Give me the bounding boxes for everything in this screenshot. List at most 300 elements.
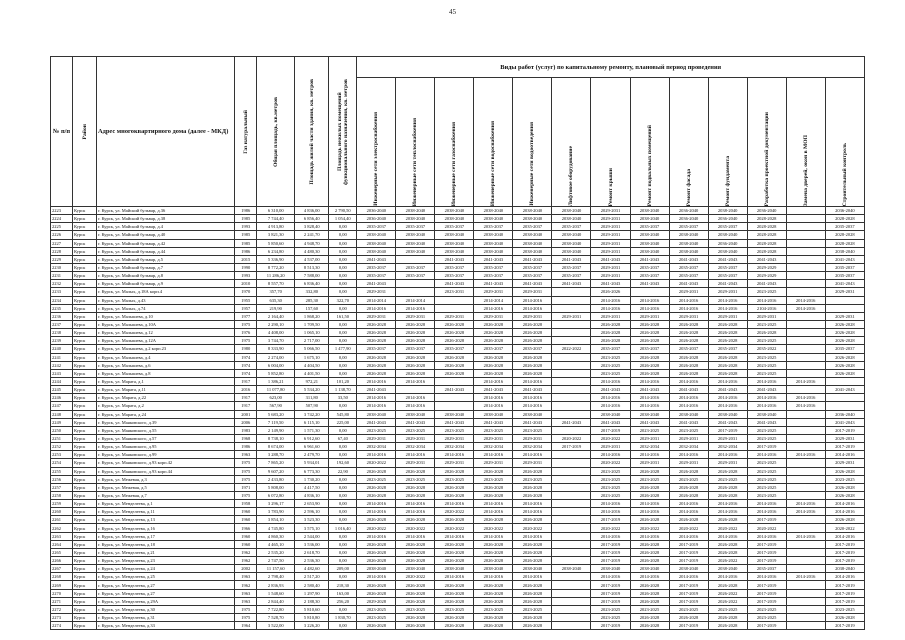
row-work-period <box>786 548 825 556</box>
row-work-period: 2029-2031 <box>474 434 513 442</box>
row-work-period: 2035-2037 <box>552 263 591 271</box>
row-work-period: 2038-2040 <box>825 565 864 573</box>
row-work-period <box>786 255 825 263</box>
row-work-period: 2017-2019 <box>747 540 786 548</box>
row-number: 2267 <box>51 565 73 573</box>
row-work-period <box>825 377 864 385</box>
row-work-period: 2026-2022 <box>708 589 747 597</box>
row-gas: 1980 <box>235 345 257 353</box>
row-gas: 1960 <box>235 516 257 524</box>
row-address: г. Курск, ул. Менделеева, д.23 <box>97 557 235 565</box>
row-work-period: 2023-2031 <box>435 288 474 296</box>
row-work-period: 2014-2016 <box>396 532 435 540</box>
row-work-period: 2017-2019 <box>825 540 864 548</box>
row-work-period: 2014-2016 <box>747 573 786 581</box>
row-work-period: 2026-2028 <box>357 581 396 589</box>
row-district: Курск <box>73 247 97 255</box>
row-gas: 1974 <box>235 361 257 369</box>
row-work-period: 2036-2040 <box>708 239 747 247</box>
row-work-period <box>786 614 825 622</box>
row-nonliving-area: 545,80 <box>329 410 357 418</box>
row-district: Курск <box>73 337 97 345</box>
row-nonliving-area: 0,00 <box>329 605 357 613</box>
row-work-period: 2041-2043 <box>747 255 786 263</box>
row-work-period: 2029-2031 <box>825 459 864 467</box>
row-work-period: 2041-2043 <box>669 386 708 394</box>
row-work-period <box>786 247 825 255</box>
row-total-area: 3 288,70 <box>257 451 295 459</box>
row-nonliving-area: 0,00 <box>329 361 357 369</box>
row-address: г. Курск, ул. Маяковского, д.39 <box>97 418 235 426</box>
row-work-period: 2014-2016 <box>669 377 708 385</box>
row-work-period: 2023-2025 <box>474 475 513 483</box>
row-work-period: 2026-2028 <box>357 369 396 377</box>
row-work-period <box>825 394 864 402</box>
row-gas: 1966 <box>235 524 257 532</box>
row-work-period: 2026-2028 <box>630 589 669 597</box>
row-work-period: 2014-2016 <box>474 402 513 410</box>
row-work-period: 2026-2028 <box>435 540 474 548</box>
row-work-period: 2041-2043 <box>630 386 669 394</box>
row-work-period: 2026-2028 <box>513 540 552 548</box>
row-work-period: 2014-2016 <box>591 296 630 304</box>
row-work-period: 2026-2028 <box>396 320 435 328</box>
table-row <box>51 280 865 288</box>
row-work-period: 2026-2028 <box>708 467 747 475</box>
row-work-period <box>786 622 825 630</box>
row-district: Курск <box>73 394 97 402</box>
row-nonliving-area: 0,00 <box>329 532 357 540</box>
table-row <box>51 288 865 296</box>
row-address: г. Курск, ул. Менделеева, д.18 <box>97 540 235 548</box>
row-work-period <box>552 377 591 385</box>
table-row <box>51 597 865 605</box>
row-work-period <box>552 500 591 508</box>
row-work-period: 2035-2037 <box>825 345 864 353</box>
row-work-period: 2041-2043 <box>513 386 552 394</box>
row-work-period: 2026-2028 <box>435 491 474 499</box>
row-work-period: 2014-2016 <box>669 532 708 540</box>
row-work-period: 2023-2025 <box>747 288 786 296</box>
row-work-period <box>552 296 591 304</box>
row-total-area: 8 557,70 <box>257 280 295 288</box>
row-work-period <box>825 402 864 410</box>
row-work-period: 2026-2028 <box>474 320 513 328</box>
row-work-period: 2036-2040 <box>747 207 786 215</box>
row-work-period: 2038-2040 <box>435 565 474 573</box>
row-number: 2252 <box>51 443 73 451</box>
row-work-period <box>435 296 474 304</box>
row-total-area: 3 854,10 <box>257 516 295 524</box>
row-work-period: 2041-2043 <box>669 255 708 263</box>
row-work-period <box>786 418 825 426</box>
row-work-period <box>825 304 864 312</box>
row-living-area: 332,80 <box>295 288 329 296</box>
row-living-area: 4 482,60 <box>295 565 329 573</box>
row-work-period: 2038-2040 <box>591 565 630 573</box>
row-living-area: 5 810,60 <box>295 605 329 613</box>
row-address: г. Курск, ул. Малышева, д.6 <box>97 361 235 369</box>
row-district: Курск <box>73 565 97 573</box>
row-work-period: 2029-2031 <box>669 312 708 320</box>
row-work-period: 2026-2028 <box>708 516 747 524</box>
row-work-period: 2026-2028 <box>630 622 669 630</box>
row-work-period: 2014-2016 <box>747 402 786 410</box>
row-work-period: 2014-2014 <box>396 296 435 304</box>
row-work-period: 2026-2028 <box>396 329 435 337</box>
row-work-period: 2028-2028 <box>747 215 786 223</box>
row-work-period: 2026-2028 <box>357 320 396 328</box>
row-work-period: 2014-2016 <box>786 296 825 304</box>
row-work-period: 2036-2040 <box>669 207 708 215</box>
row-work-period: 2026-2028 <box>357 337 396 345</box>
row-district: Курск <box>73 369 97 377</box>
row-work-period: 2014-2016 <box>630 500 669 508</box>
row-work-period: 2038-2040 <box>435 247 474 255</box>
row-work-period: 2026-2028 <box>825 516 864 524</box>
table-row <box>51 377 865 385</box>
row-living-area: 2 580,40 <box>295 581 329 589</box>
row-living-area: 3 575,10 <box>295 524 329 532</box>
table-row <box>51 573 865 581</box>
table-row <box>51 345 865 353</box>
table-row <box>51 483 865 491</box>
table-row <box>51 329 865 337</box>
row-work-period: 2026-2022 <box>708 597 747 605</box>
row-nonliving-area: 0,00 <box>329 231 357 239</box>
row-work-period: 2038-2040 <box>396 247 435 255</box>
row-number: 2251 <box>51 434 73 442</box>
row-total-area: 2 274,00 <box>257 353 295 361</box>
row-nonliving-area: 0,00 <box>329 622 357 630</box>
row-work-period <box>786 272 825 280</box>
table-row <box>51 255 865 263</box>
table-row <box>51 410 865 418</box>
row-living-area: 2 188,30 <box>295 597 329 605</box>
row-number: 2239 <box>51 337 73 345</box>
row-nonliving-area: 0,00 <box>329 475 357 483</box>
row-work-period: 2036-2040 <box>825 207 864 215</box>
row-work-period: 2038-2040 <box>747 410 786 418</box>
row-total-area: 2 798,40 <box>257 573 295 581</box>
row-district: Курск <box>73 605 97 613</box>
row-work-period: 2014-2014 <box>357 296 396 304</box>
row-work-period: 2038-2040 <box>474 239 513 247</box>
row-work-period: 2038-2040 <box>435 231 474 239</box>
row-district: Курск <box>73 402 97 410</box>
row-work-period: 2035-2037 <box>591 345 630 353</box>
header-work-4: Инженерные сети водоотведения <box>513 78 552 207</box>
row-nonliving-area: 33,50 <box>329 394 357 402</box>
row-work-period: 2029-2031 <box>474 312 513 320</box>
header-work-8: Ремонт фасада <box>669 78 708 207</box>
row-work-period: 2017-2019 <box>669 581 708 589</box>
row-work-period: 2014-2016 <box>474 532 513 540</box>
header-works-title: Виды работ (услуг) по капитальному ремонту, плановый период проведения <box>357 57 865 78</box>
row-work-period: 2038-2040 <box>630 410 669 418</box>
row-work-period: 2035-2037 <box>357 223 396 231</box>
row-work-period: 2026-2028 <box>474 491 513 499</box>
row-gas: 1960 <box>235 540 257 548</box>
row-work-period: 2038-2040 <box>357 231 396 239</box>
row-work-period: 2029-2031 <box>357 312 396 320</box>
row-work-period: 2023-2025 <box>747 467 786 475</box>
row-total-area: 623,00 <box>257 394 295 402</box>
row-living-area: 2 618,70 <box>295 548 329 556</box>
row-work-period: 2035-2037 <box>357 263 396 271</box>
row-gas: 1976 <box>235 329 257 337</box>
row-work-period: 2029-2031 <box>435 459 474 467</box>
row-work-period: 2014-2016 <box>396 377 435 385</box>
row-work-period <box>786 410 825 418</box>
row-district: Курск <box>73 320 97 328</box>
row-work-period: 2029-2031 <box>435 434 474 442</box>
row-work-period: 2041-2043 <box>513 418 552 426</box>
table-row <box>51 312 865 320</box>
row-address: г. Курск, ул. Менделеева, д.21 <box>97 548 235 556</box>
row-work-period: 2020-2022 <box>513 524 552 532</box>
row-work-period: 2020-2022 <box>552 434 591 442</box>
row-number: 2242 <box>51 361 73 369</box>
row-total-area: 6 234,80 <box>257 247 295 255</box>
row-nonliving-area: 1 016,40 <box>329 524 357 532</box>
table-row <box>51 500 865 508</box>
row-district: Курск <box>73 386 97 394</box>
row-work-period: 2026-2028 <box>474 548 513 556</box>
row-gas: 1962 <box>235 581 257 589</box>
row-work-period: 2026-2028 <box>474 329 513 337</box>
row-work-period: 2029-2031 <box>630 434 669 442</box>
row-gas: 1975 <box>235 337 257 345</box>
row-work-period: 2026-2028 <box>591 329 630 337</box>
row-work-period: 2026-2028 <box>474 369 513 377</box>
row-work-period: 2014-2016 <box>357 500 396 508</box>
row-work-period: 2026-2028 <box>708 491 747 499</box>
table-row <box>51 296 865 304</box>
row-work-period: 2035-2037 <box>513 263 552 271</box>
row-work-period: 2038-2040 <box>474 247 513 255</box>
row-work-period: 2029-2031 <box>591 263 630 271</box>
row-work-period: 2036-2040 <box>708 215 747 223</box>
row-work-period: 2038-2040 <box>474 410 513 418</box>
row-work-period <box>786 369 825 377</box>
row-gas: 1975 <box>235 605 257 613</box>
row-work-period: 2036-2040 <box>825 410 864 418</box>
row-work-period: 2041-2043 <box>357 280 396 288</box>
row-work-period: 2038-2040 <box>630 207 669 215</box>
row-work-period: 2041-2043 <box>630 280 669 288</box>
row-work-period: 2029-2031 <box>591 443 630 451</box>
row-work-period: 2029-2031 <box>357 288 396 296</box>
row-work-period: 2035-2037 <box>708 263 747 271</box>
row-total-area: 4 913,80 <box>257 223 295 231</box>
row-work-period: 2026-2028 <box>825 467 864 475</box>
row-work-period: 2029-2031 <box>708 288 747 296</box>
row-work-period: 2038-2040 <box>552 239 591 247</box>
row-address: г. Курск, ул. Менделеева, д.25 <box>97 573 235 581</box>
header-work-2: Инженерные сети газоснабжения <box>435 78 474 207</box>
row-work-period: 2014-2014 <box>474 296 513 304</box>
row-number: 2263 <box>51 532 73 540</box>
row-living-area: 4 836,10 <box>295 491 329 499</box>
row-work-period: 2014-2016 <box>435 500 474 508</box>
row-work-period: 2020-2022 <box>591 434 630 442</box>
row-work-period <box>552 540 591 548</box>
row-work-period: 2038-2040 <box>396 565 435 573</box>
row-work-period: 2026-2028 <box>630 337 669 345</box>
row-work-period: 2038-2040 <box>630 231 669 239</box>
table-row <box>51 418 865 426</box>
row-work-period: 2026-2028 <box>474 483 513 491</box>
row-work-period: 2029-2031 <box>825 434 864 442</box>
table-row <box>51 467 865 475</box>
row-work-period: 2020-2022 <box>474 524 513 532</box>
row-work-period: 2026-2028 <box>474 337 513 345</box>
row-work-period: 2029-2029 <box>747 263 786 271</box>
row-work-period: 2026-2028 <box>669 491 708 499</box>
row-address: г. Курск, ул. Маяковского, д.55 <box>97 426 235 434</box>
row-work-period: 2014-2016 <box>474 394 513 402</box>
row-district: Курск <box>73 532 97 540</box>
row-gas: 1917 <box>235 394 257 402</box>
row-living-area: 3 828,40 <box>295 223 329 231</box>
row-living-area: 1 709,50 <box>295 320 329 328</box>
row-work-period: 2026-2028 <box>396 491 435 499</box>
row-work-period: 2028-2028 <box>747 247 786 255</box>
row-total-area: 2 836,93 <box>257 581 295 589</box>
row-work-period: 2014-2016 <box>513 508 552 516</box>
row-work-period: 2023-2025 <box>474 605 513 613</box>
row-work-period: 2014-2016 <box>630 377 669 385</box>
row-work-period: 2041-2043 <box>435 418 474 426</box>
row-work-period: 2026-2028 <box>630 483 669 491</box>
row-total-area: 7 865,20 <box>257 459 295 467</box>
row-work-period: 2014-2016 <box>747 394 786 402</box>
row-nonliving-area: 0,00 <box>329 483 357 491</box>
row-work-period: 2028-2028 <box>747 223 786 231</box>
row-work-period <box>552 459 591 467</box>
row-work-period: 2038-2040 <box>435 239 474 247</box>
row-nonliving-area: 0,00 <box>329 320 357 328</box>
row-work-period: 2038-2040 <box>708 565 747 573</box>
row-number: 2223 <box>51 207 73 215</box>
table-row <box>51 231 865 239</box>
row-work-period: 2038-2040 <box>513 239 552 247</box>
row-work-period <box>552 410 591 418</box>
row-work-period: 2022-2022 <box>552 345 591 353</box>
row-living-area: 4 948,70 <box>295 239 329 247</box>
row-work-period: 2023-2025 <box>591 361 630 369</box>
row-work-period: 2038-2040 <box>552 565 591 573</box>
row-work-period: 2038-2040 <box>669 231 708 239</box>
row-work-period <box>786 605 825 613</box>
row-living-area: 2 517,20 <box>295 573 329 581</box>
row-work-period <box>552 426 591 434</box>
row-work-period: 2026-2028 <box>825 491 864 499</box>
row-work-period <box>435 304 474 312</box>
row-total-area: 219,90 <box>257 304 295 312</box>
row-district: Курск <box>73 207 97 215</box>
row-work-period: 2026-2028 <box>708 581 747 589</box>
row-work-period: 2014-2016 <box>513 377 552 385</box>
header-living-area: Площадь жилой части здания, кв. метров <box>295 57 329 207</box>
row-district: Курск <box>73 361 97 369</box>
row-work-period: 2026-2028 <box>396 597 435 605</box>
row-work-period: 2023-2025 <box>396 475 435 483</box>
row-work-period <box>552 304 591 312</box>
row-work-period <box>786 215 825 223</box>
row-gas: 1968 <box>235 434 257 442</box>
row-work-period: 2023-2025 <box>474 426 513 434</box>
row-district: Курск <box>73 475 97 483</box>
row-work-period <box>786 475 825 483</box>
row-work-period: 2023-2025 <box>747 320 786 328</box>
row-address: г. Курск, ул. Малых, д.18А корп.4 <box>97 288 235 296</box>
row-district: Курск <box>73 426 97 434</box>
row-address: г. Курск, ул. Малышева, д.10 <box>97 312 235 320</box>
row-work-period: 2035-2037 <box>708 223 747 231</box>
row-work-period <box>552 483 591 491</box>
row-district: Курск <box>73 491 97 499</box>
row-district: Курск <box>73 345 97 353</box>
header-gas: Газ натуральный <box>235 57 257 207</box>
table-row <box>51 386 865 394</box>
row-living-area: 285,30 <box>295 296 329 304</box>
table-row <box>51 402 865 410</box>
row-work-period: 2026-2028 <box>669 483 708 491</box>
row-total-area: 7 744,40 <box>257 215 295 223</box>
row-work-period: 2014-2016 <box>786 508 825 516</box>
row-work-period: 2029-2031 <box>591 207 630 215</box>
row-nonliving-area: 0,00 <box>329 508 357 516</box>
row-work-period: 2026-2028 <box>474 467 513 475</box>
row-living-area: 2 241,70 <box>295 231 329 239</box>
row-number: 2238 <box>51 329 73 337</box>
row-address: г. Курск, ул. Майский бульвар, д.9 <box>97 280 235 288</box>
row-work-period: 2023-2025 <box>435 605 474 613</box>
row-work-period: 2035-2037 <box>630 223 669 231</box>
row-total-area: 2 164,40 <box>257 312 295 320</box>
row-work-period: 2035-2037 <box>747 565 786 573</box>
row-work-period: 2026-2028 <box>513 369 552 377</box>
row-work-period: 2026-2028 <box>396 614 435 622</box>
row-work-period: 2038-2040 <box>396 231 435 239</box>
row-work-period: 2014-2016 <box>786 573 825 581</box>
row-work-period: 2038-2040 <box>435 215 474 223</box>
row-work-period: 2014-2016 <box>591 402 630 410</box>
row-number: 2243 <box>51 369 73 377</box>
row-district: Курск <box>73 418 97 426</box>
row-work-period: 2017-2019 <box>591 589 630 597</box>
row-district: Курск <box>73 434 97 442</box>
row-living-area: 2 717,00 <box>295 337 329 345</box>
row-work-period: 2038-2040 <box>708 207 747 215</box>
row-work-period: 2026-2028 <box>396 581 435 589</box>
row-work-period: 2026-2028 <box>474 597 513 605</box>
row-work-period: 2028-2028 <box>825 215 864 223</box>
row-address: г. Курск, ул. Менделеева, д.29А <box>97 597 235 605</box>
row-work-period: 2026-2028 <box>357 361 396 369</box>
row-work-period: 2017-2019 <box>591 516 630 524</box>
row-work-period <box>552 548 591 556</box>
row-work-period: 2023-2025 <box>591 491 630 499</box>
row-work-period <box>396 386 435 394</box>
row-work-period: 2029-2031 <box>669 434 708 442</box>
row-nonliving-area: 1 830,70 <box>329 614 357 622</box>
table-row <box>51 272 865 280</box>
row-district: Курск <box>73 573 97 581</box>
row-nonliving-area: 1 054,40 <box>329 215 357 223</box>
